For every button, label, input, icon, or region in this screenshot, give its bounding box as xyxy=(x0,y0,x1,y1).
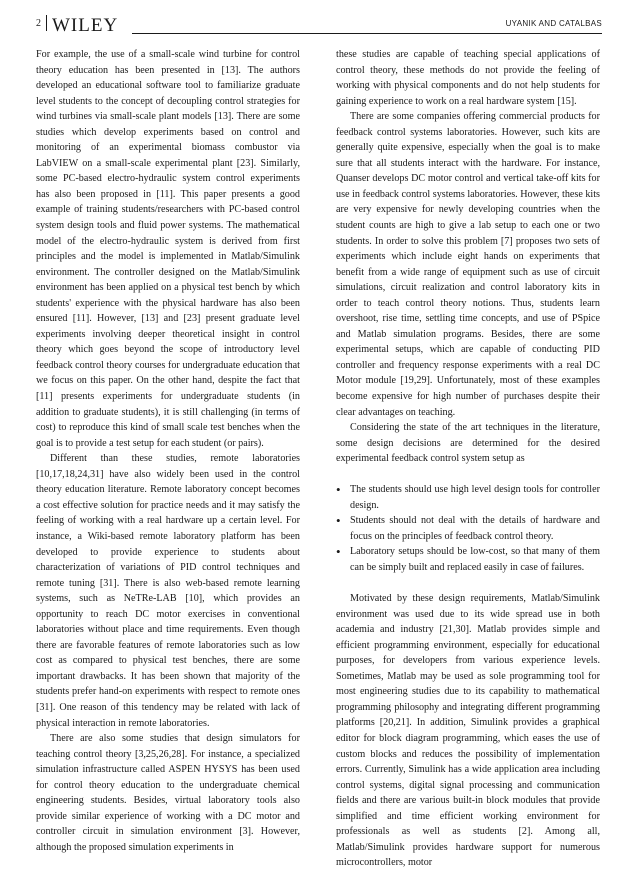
running-head: UYANIK AND CATALBAS xyxy=(505,19,602,28)
paragraph: There are also some studies that design simulators for teaching control theory [3,25,26,28]. For instance, a specialized simulation infrastructure called ASPEN HYSYS has been used for control theory education to the undergraduate chemical engineering students. Besides, virtual laboratory tools also provide similar experience of working with a DC motor and controller circuit in simulation environment [3]. However, although the proposed simulation experiments in xyxy=(36,733,300,853)
list-item: • The students should use high level design tools for controller design. xyxy=(336,482,600,513)
header-rule xyxy=(132,33,602,34)
list-item: • Students should not deal with the details of hardware and focus on the principles of feedback control theory. xyxy=(336,513,600,544)
right-column xyxy=(336,47,600,871)
paragraph: Motivated by these design requirements, Matlab/Simulink environment was used due to its wide spread use in both academia and industry [21,30]. Matlab provides simple and efficient programming environment, especially for educational purposes, for developers from various experience levels. Sometimes, Matlab may be used as sole programming tool for most engineering studies due to its capability to mathematical programming philosophy and integrating different programming platforms [20,21]. In addition, Simulink provides a graphical editor for block diagram programming, which eases the use of custom blocks and reduces the possibility of implementation errors. Currently, Simulink has a wide application area including control systems, digital signal processing and communication fields and there are various built-in block modules that provide simplified and time efficient working environment for professionals as well as students [2]. Among all, Matlab/Simulink provides hardware support for numerous microcontrollers, motor xyxy=(336,593,600,869)
paragraph: For example, the use of a small-scale wind turbine for control theory education has been presented in [13]. The authors developed an educational software tool to familiarize graduate level students to the concept of decoupling control strategies for wind turbines via small-scale plant models [13]. There are some studies which develop experiments based on control and monitoring of an experimental biomass combustor via LabVIEW on a small-scale experimental plant [23]. Similarly, some PC-based electro-hydraulic system control experiments has also been proposed in [11]. This paper presents a good example of training students/researchers with PC-based control system design tools and fluid power systems. The mathematical model of the electro-hydraulic system is derived from first principles and the model is implemented in Matlab/Simulink environment. The controller designed on the Matlab/Simulink environment has been applied on a physical test bench by which students' experience with the physical hardware has also been ensured [11]. However, [13] and [23] present graduate level experiments involving deeper theoretical insight in control theory which goes beyond the scope of introductory level feedback control theory courses for undergraduate education that we focus on this paper. On the other hand, despite the fact that [11] presents experiments for undergraduate students (in addition to graduate students), it is still challenging (in terms of cost) to reproduce this kind of small scale test benches when the goal is to provide a test setup for each student (or pairs). xyxy=(36,49,300,449)
paragraph: Considering the state of the art techniques in the literature, some design decisions are determined for the desired experimental feedback control system setup as xyxy=(336,422,600,465)
design-requirements-list xyxy=(336,482,600,575)
paragraph: these studies are capable of teaching special applications of control theory, these methods do not provide the feeling of working with physical components and do not help students for gaining experience to work on a real hardware system [15]. xyxy=(336,49,600,107)
paragraph: There are some companies offering commercial products for feedback control systems laboratories. However, such kits are generally quite expensive, especially when the goal is to make sure that all students interact with the hardware. For instance, Quanser develops DC motor control and vertical take-off kits for use in feedback control systems laboratories. However, these kits are very expensive for newly developing countries when the student counts are high to give a lab setup to each one or two students. In order to solve this problem [7] proposes two sets of experiments which include eight hands on experiments that benefit from a wide range of equipment such as use of circuit simulations, circuit realization and control laboratory kits in order to teach control theory notions. Thus, students learn overshoot, rise time, settling time concepts, and use of PSpice and Matlab simulation programs. Besides, there are some experimental setups, which are capable of conducting PID controller and frequency response experiments with a real DC Motor module [19,29]. Unfortunately, most of these examples become expensive for high number of purchases despite their clear advantages on teaching. xyxy=(336,111,600,418)
list-item: • Laboratory setups should be low-cost, so that many of them can be simply built and replaced easily in case of failures. xyxy=(336,544,600,575)
page-number: 2 xyxy=(36,18,41,29)
page-header xyxy=(36,14,602,42)
publisher-logo: WILEY xyxy=(52,15,119,36)
header-separator xyxy=(46,15,47,31)
left-column xyxy=(36,47,300,855)
paragraph: Different than these studies, remote laboratories [10,17,18,24,31] have also widely been used in the control theory education literature. Remote laboratory concept becomes a cost effective solution for practice needs and it may satisfy the feeling of working with a real hardware up a certain level. For instance, a Wiki-based remote laboratory platform has been developed to provide experience to students about characterization of variations of PID control techniques and remote tuning [31]. There is also web-based remote learning systems, such as NeTRe-LAB [10], which provides an opportunity to reach DC motor exercises in conventional laboratories without place and time requirements. Even though there are favorable features of remote laboratories such as low cost as compared to physical test benches, there are some important drawbacks. It has been shown that majority of the students prefer hand-on experiments with respect to remote ones [31]. One reason of this tendency may be related with lack of physical interaction in remote laboratories. xyxy=(36,453,300,729)
